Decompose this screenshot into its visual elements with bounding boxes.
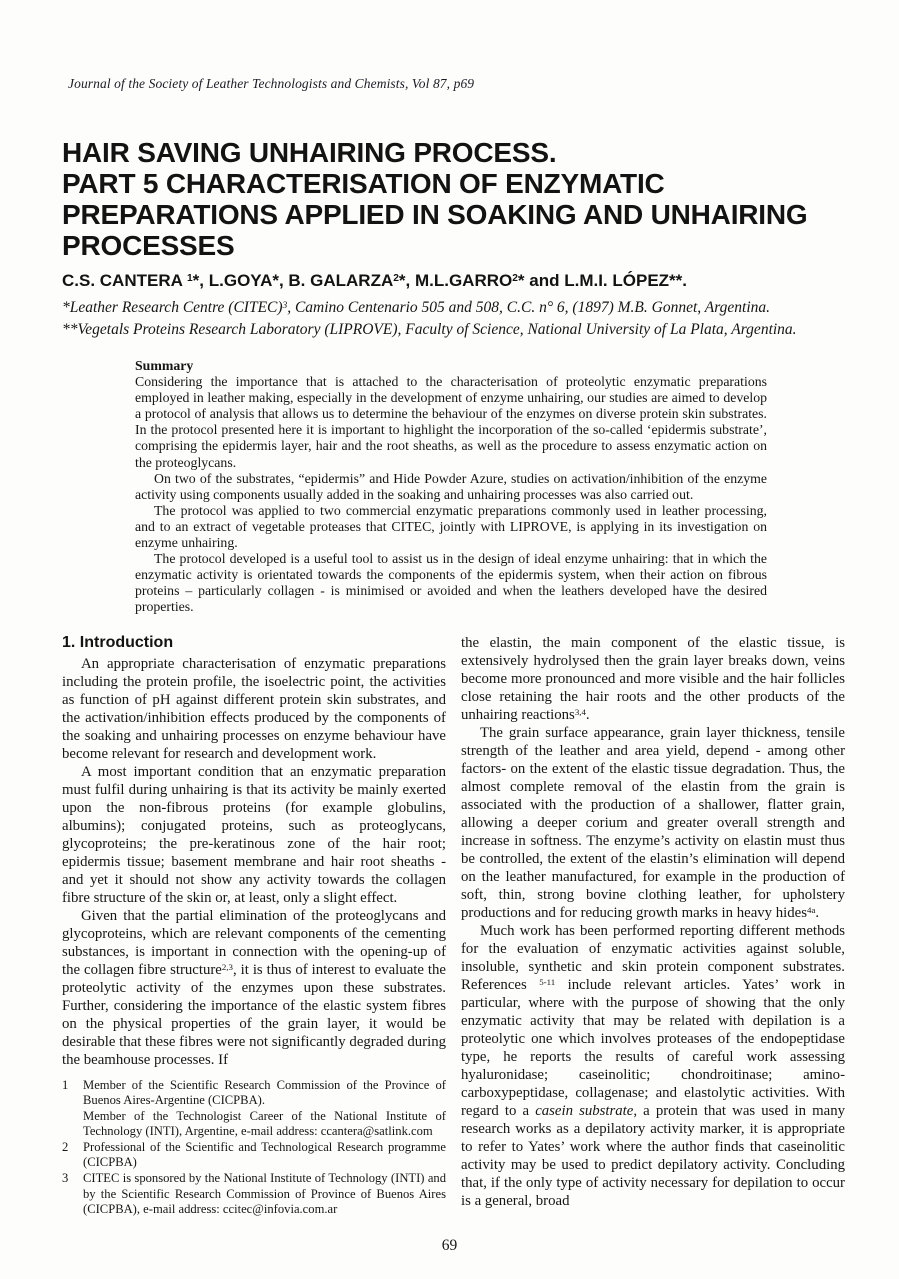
footnote-1-line-1: Member of the Scientific Research Commission of the Province of Buenos Aires-Argentine (CICPBA). (83, 1077, 446, 1108)
footnote-1-number: 1 (62, 1077, 69, 1092)
footnote-3-text (83, 1171, 446, 1218)
footnote-3-line-1: CITEC is sponsored by the National Institute of Technology (INTI) and by the Scientific Research Commission of Province of Buenos Aires (CICPBA), e-mail address: ccitec@infovia.com.ar (83, 1171, 446, 1217)
footnote-1-text (83, 1078, 446, 1140)
intro-paragraph-6: Much work has been performed reporting different methods for the evaluation of enzymatic activities against soluble, insoluble, synthetic and skin protein component substrates. References $^{5-11}$ include relevant articles. Yates’ work in particular, where with the purpose of showing that the only enzymatic activity that may be related with depilation is a proteolytic one which involves proteases of the endopeptidase type, he reports the results of careful work assessing hyaluronidase; caseinolitic; chondroitinase; amino-carboxypeptidase, collagenase; and elastolytic activities. With regard to a casein substrate, a protein that was used in many research works as a depilatory activity marker, it is appropriate to refer to Yates’ work where the author finds that caseinolitic activity may be used to predict depilatory activity. Concluding that, if the only type of activity necessary for depilation to occur is a general, broad (461, 922, 846, 1209)
footnote-2-line-1: Professional of the Scientific and Technological Research programme (CICPBA) (83, 1139, 446, 1170)
footnote-3-number: 3 (62, 1171, 69, 1186)
intro-paragraph-2: A most important condition that an enzymatic preparation must fulfil during unhairing is that its activity be mainly exerted upon the non-fibrous proteins (for example globulins, albumins); conjugated proteins, such as proteoglycans, glycoproteins; the pre-keratinous zone of the hair root; epidermis tissue; basement membrane and hair root sheaths - and yet it should not show any activity towards the collagen fibre structure of the skin or, at least, only a slight effect. (62, 763, 446, 906)
page-number: 69 (441, 1237, 458, 1254)
affiliation-liprove: **Vegetals Proteins Research Laboratory (LIPROVE), Faculty of Science, National University of La Plata, Argentina. (62, 321, 797, 338)
title-line-1: HAIR SAVING UNHAIRING PROCESS. (62, 137, 557, 168)
affiliations (62, 297, 845, 341)
title-line-4: PROCESSES (62, 230, 235, 261)
intro-paragraph-4: the elastin, the main component of the elastic tissue, is extensively hydrolysed then the grain layer breaks down, veins become more pronounced and more visible and the hair follicles close retaining the hair roots and the other products of the unhairing reactions$^{3,4}$. (461, 634, 845, 723)
footnote-1 (62, 1078, 446, 1140)
summary-paragraph-3: The protocol was applied to two commercial enzymatic preparations commonly used in leather processing, and to an extract of vegetable proteases that CITEC, jointly with LIPROVE, is applying in its investigation on enzyme unhairing. (135, 502, 767, 551)
title-line-3: PREPARATIONS APPLIED IN SOAKING AND UNHAIRING (62, 199, 808, 230)
summary-paragraph-2: On two of the substrates, “epidermis” and Hide Powder Azure, studies on activation/inhibition of the enzyme activity using components usually added in the soaking and unhairing processes was also carried out. (135, 470, 767, 502)
summary-heading: Summary (135, 358, 194, 373)
footnote-1-line-2: Member of the Technologist Career of the National Institute of Technology (INTI), Argentine, e-mail address: ccantera@satlink.com (83, 1108, 446, 1139)
right-column (461, 634, 845, 1218)
section-heading-introduction: 1. Introduction (62, 633, 174, 651)
title-line-2: PART 5 CHARACTERISATION OF ENZYMATIC (62, 168, 665, 199)
footnote-2-number: 2 (62, 1139, 69, 1154)
intro-paragraph-3: Given that the partial elimination of the proteoglycans and glycoproteins, which are relevant components of the cementing substances, is important in connection with the opening-up of the collagen fibre structure$^{2,3}$, it is thus of interest to evaluate the proteolytic activity of the enzymes upon these substrates. Further, considering the importance of the elastic system fibres on the physical properties of the grain layer, it would be desirable that these fibres were not significantly degraded during the beamhouse processes. If (62, 907, 446, 1068)
footnote-2 (62, 1140, 446, 1171)
intro-paragraph-1: An appropriate characterisation of enzymatic preparations including the protein profile, the isoelectric point, the activities as function of pH against different protein skin substrates, and the activation/inhibition effects produced by the components of the soaking and unhairing processes on enzyme behaviour have become relevant for research and development work. (62, 655, 446, 762)
summary-paragraph-4: The protocol developed is a useful tool to assist us in the design of ideal enzyme unhairing: that in which the enzymatic activity is orientated towards the components of the epidermis system, when their action on fibrous proteins – particularly collagen - is minimised or avoided and when the leathers developed have the desired properties. (135, 551, 767, 615)
footnote-2-text (83, 1140, 446, 1171)
footnotes-block (62, 1078, 446, 1218)
journal-header: Journal of the Society of Leather Technologists and Chemists, Vol 87, p69 (68, 76, 475, 91)
footnote-3 (62, 1171, 446, 1218)
two-column-body (62, 634, 845, 1218)
affiliation-citec: *Leather Research Centre (CITEC)$^3$, Camino Centenario 505 and 508, C.C. n° 6, (1897) M.B. Gonnet, Argentina. (62, 299, 771, 316)
summary-block (135, 358, 767, 616)
summary-paragraph-1: Considering the importance that is attached to the characterisation of proteolytic enzymatic preparations employed in leather making, especially in the development of enzyme unhairing, our studies are aimed to develop a protocol of analysis that allows us to determine the behaviour of the enzymes on diverse protein skin substrates. In the protocol presented here it is important to highlight the incorporation of the so-called ‘epidermis substrate’, comprising the epidermis layer, hair and the root sheaths, as well as the procedure to assess enzymatic action on the proteoglycans. (135, 374, 767, 470)
intro-paragraph-5: The grain surface appearance, grain layer thickness, tensile strength of the leather and area yield, depend - among other factors- on the extent of the elastic tissue degradation. Thus, the almost complete removal of the elastin from the grain is associated with the production of a shallower, flatter grain, allowing a deeper corium and greater overall strength and increase in softness. The enzyme’s activity on elastin must thus be controlled, the extent of the elastin’s elimination will depend on the leather manufactured, for example in the production of soft, thin, strong bovine clothing leather, for upholstery productions and for reducing growth marks in heavy hides$^{4a}$. (461, 724, 845, 921)
left-column (62, 634, 446, 1218)
authors-line: C.S. CANTERA $^1$*, L.GOYA*, B. GALARZA$^2$*, M.L.GARRO$^2$* and L.M.I. LÓPEZ**. (62, 271, 687, 290)
paper-title (62, 137, 845, 261)
